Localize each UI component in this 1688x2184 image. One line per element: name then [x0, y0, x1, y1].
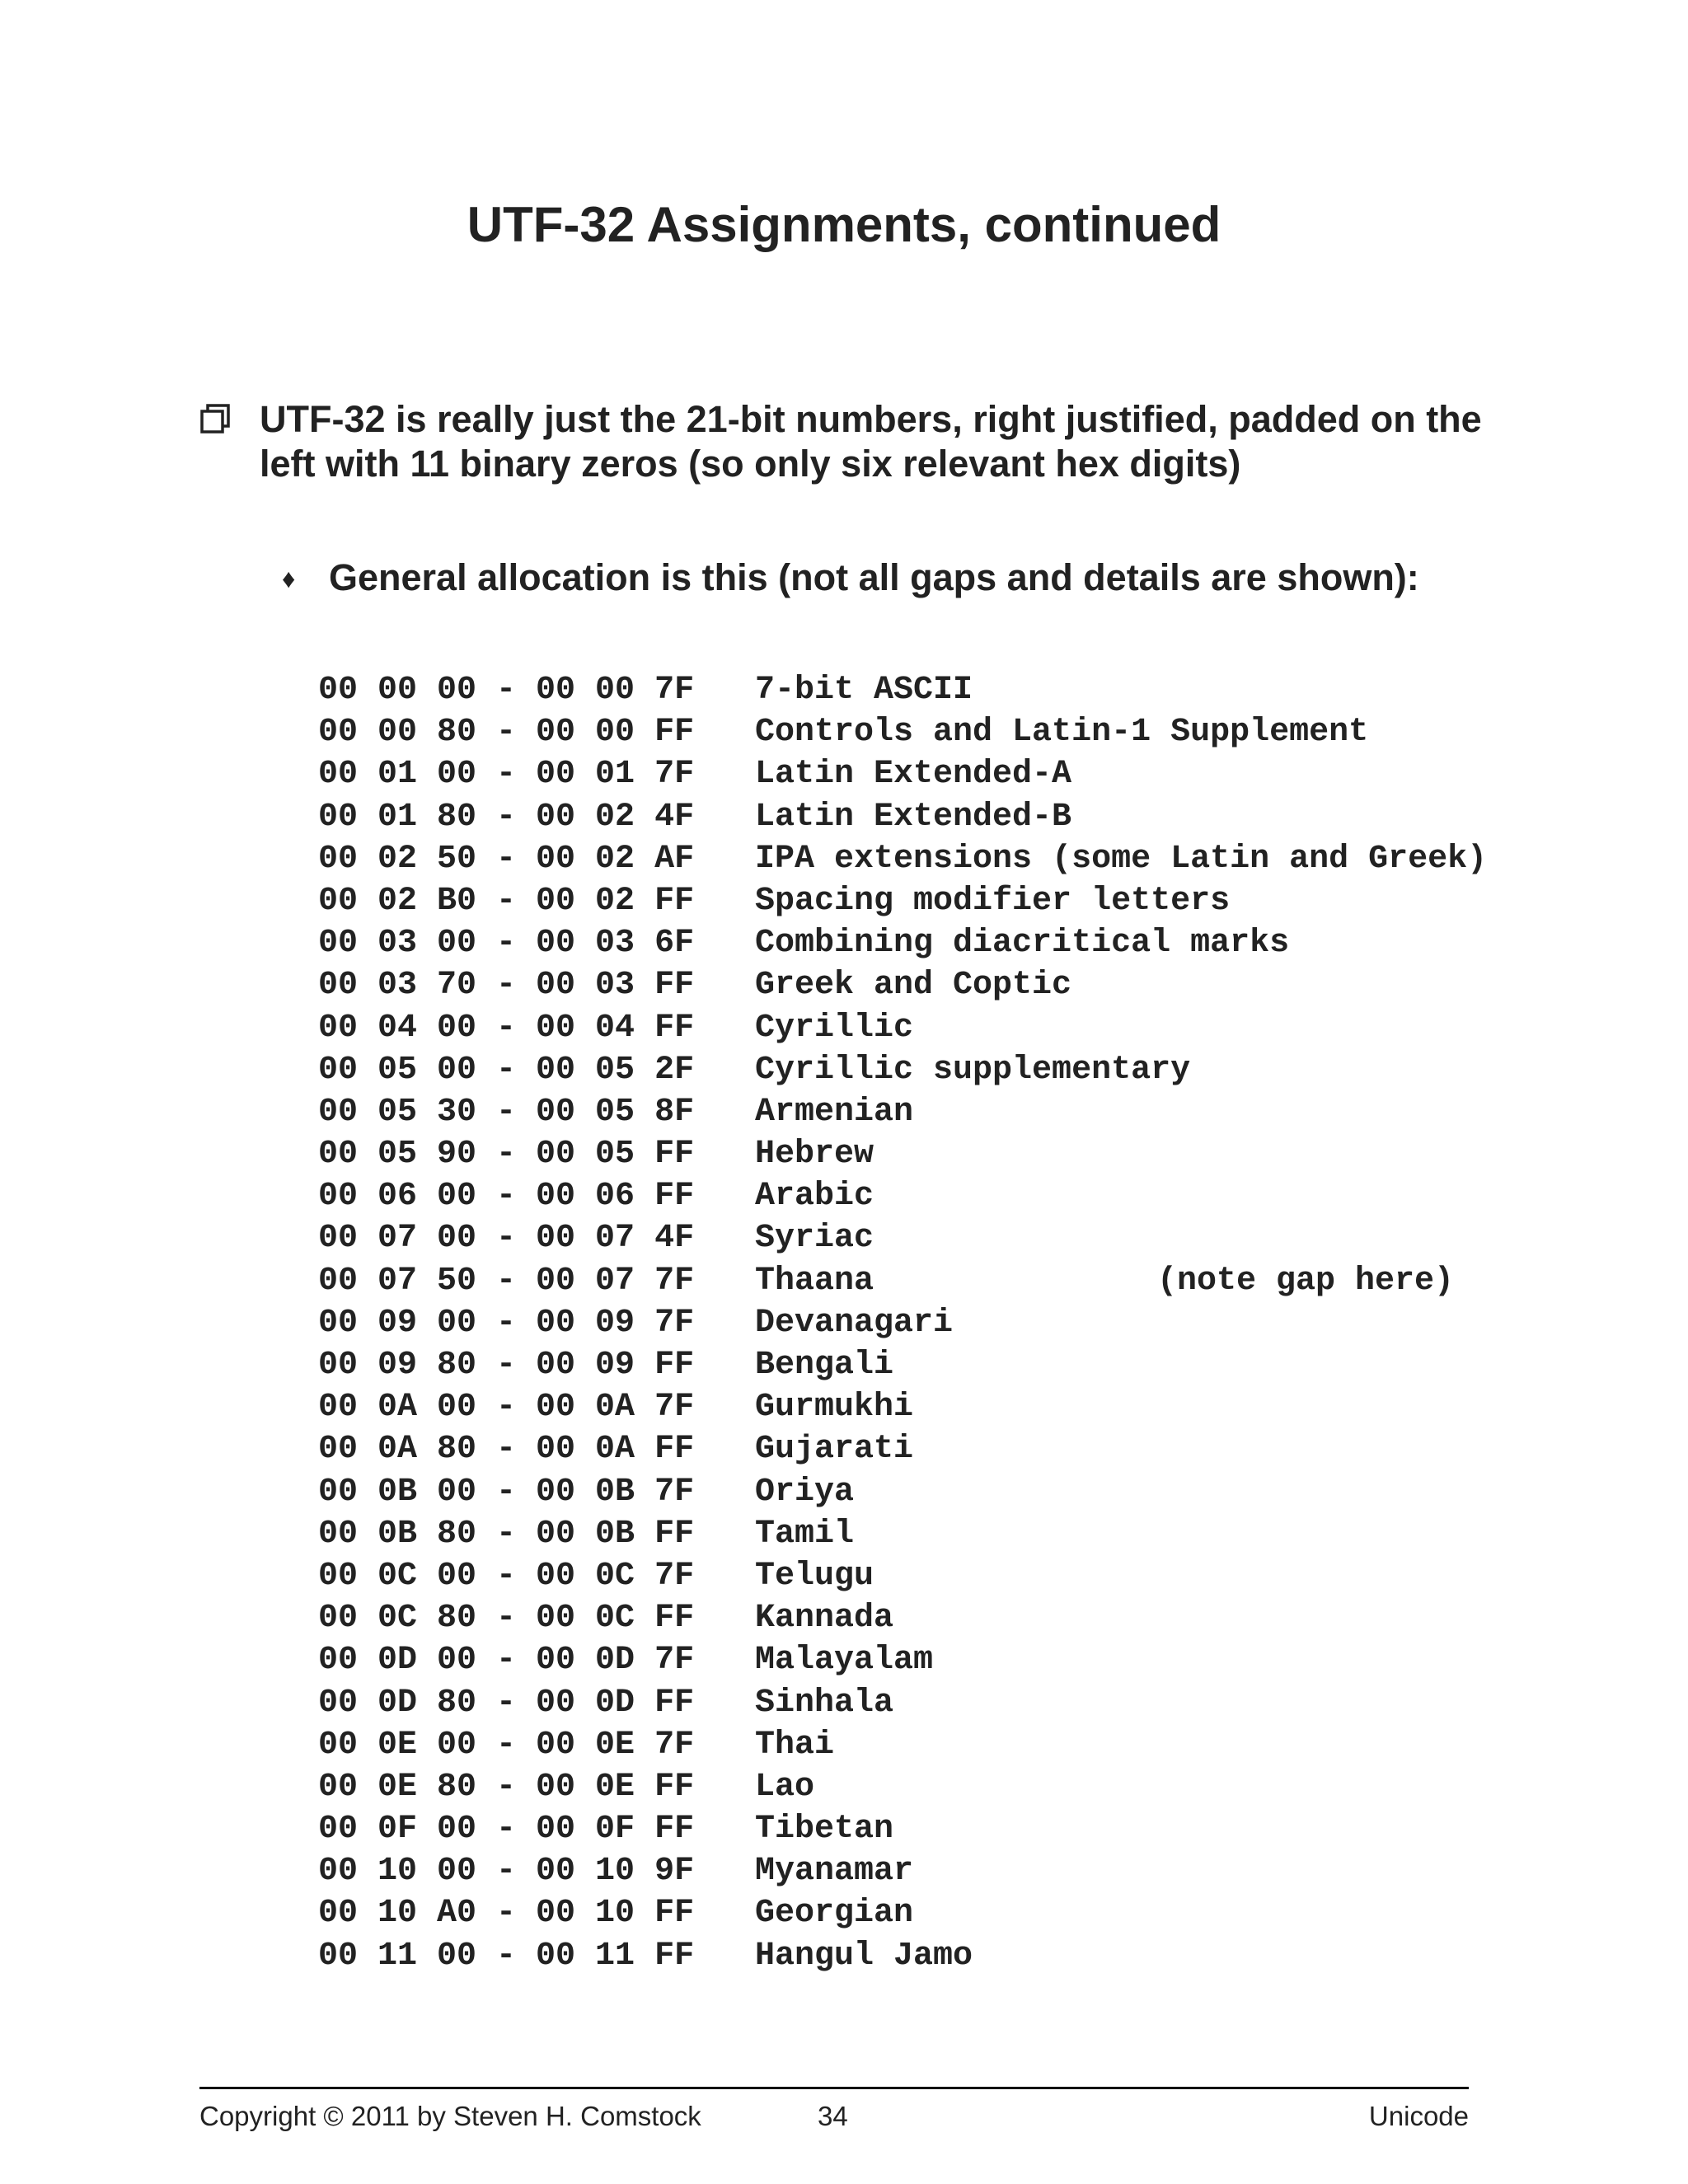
- allocation-range: 00 02 B0 - 00 02 FF: [318, 882, 695, 920]
- allocation-row: [318, 711, 1454, 753]
- allocation-row: [318, 1892, 1454, 1934]
- allocation-range: 00 07 50 - 00 07 7F: [318, 1262, 695, 1300]
- allocation-row: [318, 1724, 1454, 1766]
- allocation-range: 00 04 00 - 00 04 FF: [318, 1009, 695, 1047]
- allocation-range: 00 0E 80 - 00 0E FF: [318, 1768, 695, 1806]
- allocation-name: Thai: [755, 1726, 835, 1764]
- allocation-range: 00 06 00 - 00 06 FF: [318, 1178, 695, 1216]
- allocation-range: 00 0E 00 - 00 0E 7F: [318, 1726, 695, 1764]
- allocation-name: Arabic: [755, 1178, 874, 1216]
- allocation-name: Armenian: [755, 1093, 914, 1131]
- allocation-name: Controls and Latin-1 Supplement: [755, 714, 1369, 752]
- allocation-row: [318, 1935, 1454, 1977]
- allocation-row: [318, 1850, 1454, 1892]
- allocation-row: [318, 1428, 1454, 1470]
- allocation-range: 00 0C 00 - 00 0C 7F: [318, 1557, 695, 1595]
- footer-copyright: Copyright © 2011 by Steven H. Comstock: [199, 2101, 701, 2131]
- allocation-range: 00 07 00 - 00 07 4F: [318, 1220, 695, 1258]
- allocation-row: [318, 1808, 1454, 1850]
- allocation-range: 00 0B 80 - 00 0B FF: [318, 1515, 695, 1553]
- allocation-row: [318, 1175, 1454, 1217]
- allocation-range: 00 03 70 - 00 03 FF: [318, 967, 695, 1005]
- allocation-range: 00 10 A0 - 00 10 FF: [318, 1895, 695, 1933]
- allocation-name: Syriac: [755, 1220, 874, 1258]
- allocation-row: [318, 669, 1454, 711]
- allocation-name: Thaana: [755, 1262, 874, 1300]
- allocation-name: Georgian: [755, 1895, 914, 1933]
- sub-bullet-text: General allocation is this (not all gaps and details are shown):: [329, 556, 1419, 598]
- allocation-range: 00 05 30 - 00 05 8F: [318, 1093, 695, 1131]
- allocation-name: Cyrillic: [755, 1009, 914, 1047]
- allocation-range: 00 09 00 - 00 09 7F: [318, 1304, 695, 1342]
- allocation-name: Malayalam: [755, 1642, 934, 1680]
- allocation-note: (note gap here): [1157, 1262, 1455, 1300]
- allocation-range: 00 00 80 - 00 00 FF: [318, 714, 695, 752]
- allocation-row: [318, 796, 1454, 838]
- allocation-range: 00 01 00 - 00 01 7F: [318, 756, 695, 794]
- main-bullet: [200, 397, 1503, 486]
- allocation-name: Bengali: [755, 1347, 894, 1384]
- allocation-row: [318, 1344, 1454, 1386]
- allocation-name: Oriya: [755, 1473, 855, 1511]
- allocation-row: [318, 1682, 1454, 1724]
- allocation-name: Myanamar: [755, 1853, 914, 1891]
- allocation-row: [318, 1555, 1454, 1597]
- allocation-row: [318, 922, 1454, 964]
- allocation-name: Lao: [755, 1768, 815, 1806]
- allocation-name: Kannada: [755, 1600, 894, 1638]
- allocation-name: Gurmukhi: [755, 1389, 914, 1427]
- allocation-name: Cyrillic supplementary: [755, 1051, 1191, 1089]
- allocation-name: Gujarati: [755, 1431, 914, 1469]
- allocation-range: 00 0A 80 - 00 0A FF: [318, 1431, 695, 1469]
- allocation-row: [318, 964, 1454, 1006]
- allocation-name: Tibetan: [755, 1811, 894, 1849]
- footer-page-number: 34: [818, 2101, 848, 2131]
- allocation-name: Devanagari: [755, 1304, 954, 1342]
- allocation-row: [318, 1639, 1454, 1681]
- allocation-name: Sinhala: [755, 1684, 894, 1722]
- allocation-range: 00 0F 00 - 00 0F FF: [318, 1811, 695, 1849]
- allocation-range: 00 00 00 - 00 00 7F: [318, 672, 695, 709]
- allocation-row: [318, 838, 1488, 880]
- allocation-range: 00 0C 80 - 00 0C FF: [318, 1600, 695, 1638]
- allocation-range: 00 11 00 - 00 11 FF: [318, 1937, 695, 1975]
- allocation-name: Spacing modifier letters: [755, 882, 1231, 920]
- allocation-range: 00 01 80 - 00 02 4F: [318, 798, 695, 836]
- allocation-range: 00 05 00 - 00 05 2F: [318, 1051, 695, 1089]
- diamond-icon: ♦: [282, 564, 296, 593]
- allocation-row: [318, 880, 1454, 922]
- allocation-name: Hangul Jamo: [755, 1937, 973, 1975]
- footer: [199, 2087, 1469, 2131]
- allocation-range: 00 0D 00 - 00 0D 7F: [318, 1642, 695, 1680]
- allocation-name: Latin Extended-B: [755, 798, 1072, 836]
- allocation-row: [318, 1091, 1454, 1133]
- allocation-row: [318, 1302, 1454, 1344]
- allocation-row: [318, 1513, 1454, 1555]
- page-title: UTF-32 Assignments, continued: [467, 197, 1221, 252]
- allocation-row: [318, 753, 1454, 795]
- allocation-row: [318, 1386, 1454, 1428]
- allocation-row: [318, 1049, 1454, 1091]
- checkbox-icon: [200, 404, 230, 434]
- allocation-row: [318, 1597, 1454, 1639]
- allocation-name: Telugu: [755, 1557, 874, 1595]
- allocation-row: [318, 1766, 1454, 1808]
- allocation-range: 00 10 00 - 00 10 9F: [318, 1853, 695, 1891]
- footer-section: Unicode: [1368, 2101, 1469, 2131]
- allocation-range: 00 0B 00 - 00 0B 7F: [318, 1473, 695, 1511]
- allocation-name: IPA extensions (some Latin and Greek): [755, 840, 1488, 878]
- allocation-range: 00 03 00 - 00 03 6F: [318, 925, 695, 963]
- allocation-range: 00 09 80 - 00 09 FF: [318, 1347, 695, 1384]
- allocation-row: [318, 1133, 1454, 1175]
- allocation-name: Latin Extended-A: [755, 756, 1072, 794]
- allocation-name: Greek and Coptic: [755, 967, 1072, 1005]
- allocation-range: 00 0A 00 - 00 0A 7F: [318, 1389, 695, 1427]
- allocation-name: Combining diacritical marks: [755, 925, 1290, 963]
- allocation-range: 00 02 50 - 00 02 AF: [318, 840, 695, 878]
- allocation-row: [318, 1007, 1454, 1049]
- sub-bullet: [282, 555, 1518, 600]
- allocation-row: [318, 1471, 1454, 1513]
- allocation-name: 7-bit ASCII: [755, 672, 973, 709]
- allocation-name: Tamil: [755, 1515, 855, 1553]
- allocation-row: [318, 1217, 1454, 1259]
- allocation-name: Hebrew: [755, 1136, 874, 1174]
- allocation-range: 00 0D 80 - 00 0D FF: [318, 1684, 695, 1722]
- allocation-range: 00 05 90 - 00 05 FF: [318, 1136, 695, 1174]
- main-bullet-text: UTF-32 is really just the 21-bit numbers, right justified, padded on the left with 11 binary zeros (so only six relevant hex digits): [260, 398, 1482, 485]
- allocation-row: [318, 1260, 1454, 1302]
- allocation-table: [318, 669, 1488, 1977]
